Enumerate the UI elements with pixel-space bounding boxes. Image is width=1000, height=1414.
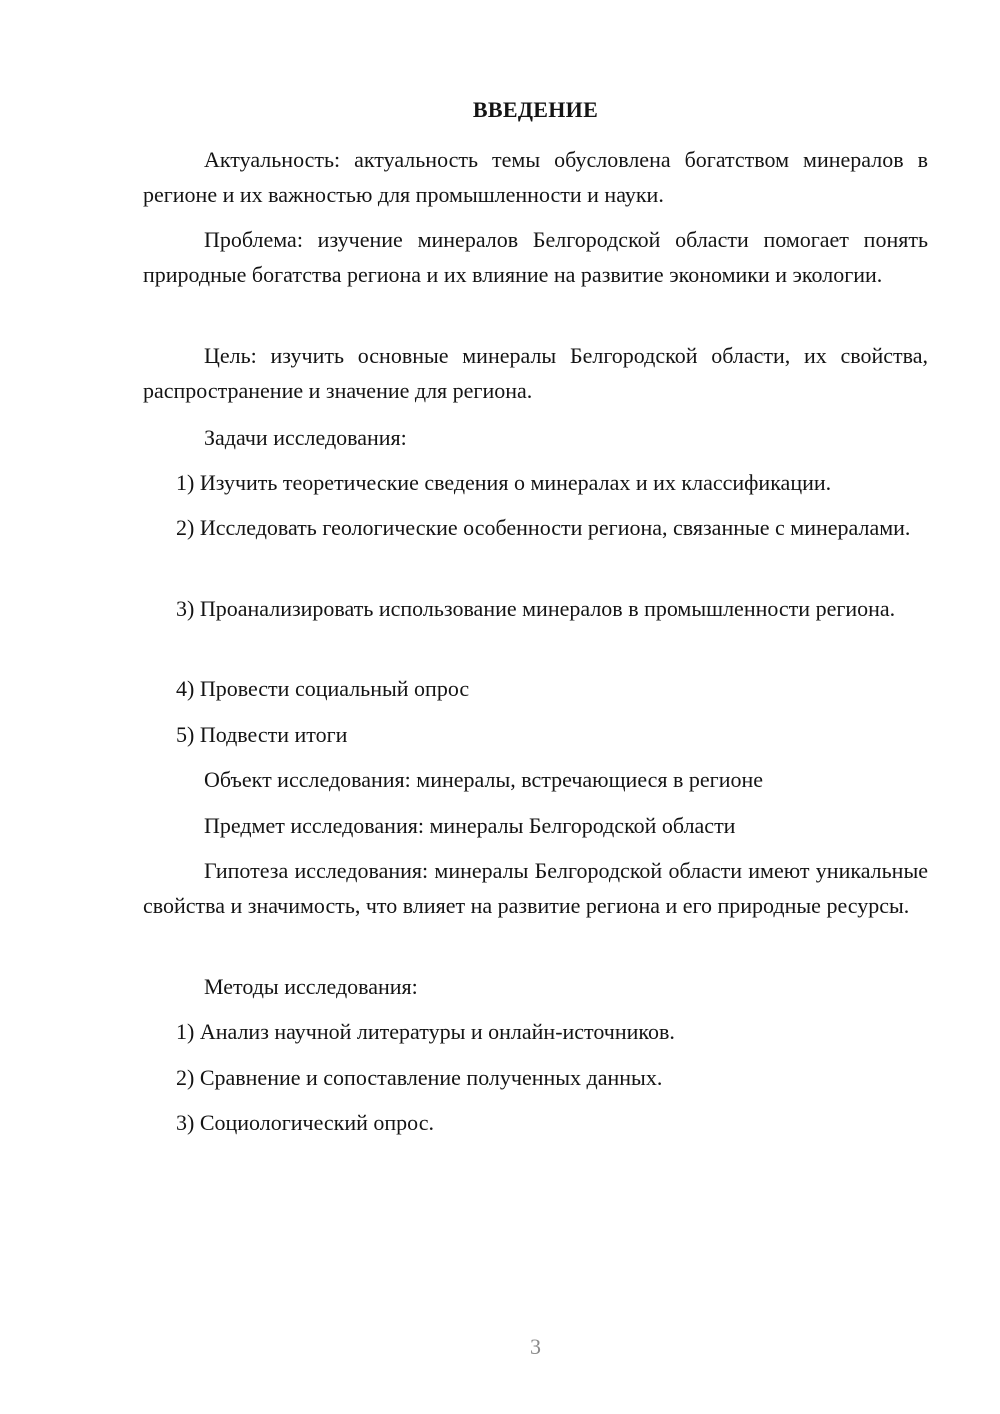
hypothesis-paragraph: Гипотеза исследования: минералы Белгородской области имеют уникальные свойства и значимость, что влияет на развитие региона и его природные ресурсы. <box>143 858 928 918</box>
goal-paragraph: Цель: изучить основные минералы Белгородской области, их свойства, распространение и значение для региона. <box>143 343 928 403</box>
section-heading: ВВЕДЕНИЕ <box>472 97 599 122</box>
task-item: 5) Подвести итоги <box>176 722 348 747</box>
problem-paragraph: Проблема: изучение минералов Белгородской области помогает понять природные богатства региона и их влияние на развитие экономики и экологии. <box>143 227 928 287</box>
subject-paragraph: Предмет исследования: минералы Белгородской области <box>204 813 736 838</box>
task-item: 2) Исследовать геологические особенности региона, связанные с минералами. <box>176 515 911 540</box>
methods-title: Методы исследования: <box>204 974 418 999</box>
tasks-title: Задачи исследования: <box>204 425 407 450</box>
method-item: 2) Сравнение и сопоставление полученных данных. <box>176 1065 663 1090</box>
method-item: 1) Анализ научной литературы и онлайн-источников. <box>176 1019 675 1044</box>
task-item: 4) Провести социальный опрос <box>176 676 470 701</box>
task-item: 3) Проанализировать использование минералов в промышленности региона. <box>176 596 896 621</box>
document-page <box>143 0 928 1414</box>
method-item: 3) Социологический опрос. <box>176 1110 434 1135</box>
task-item: 1) Изучить теоретические сведения о минералах и их классификации. <box>176 470 832 495</box>
page-number: 3 <box>530 1334 541 1359</box>
object-paragraph: Объект исследования: минералы, встречающиеся в регионе <box>204 767 764 792</box>
relevance-paragraph: Актуальность: актуальность темы обусловлена богатством минералов в регионе и их важностью для промышленности и науки. <box>143 147 928 207</box>
